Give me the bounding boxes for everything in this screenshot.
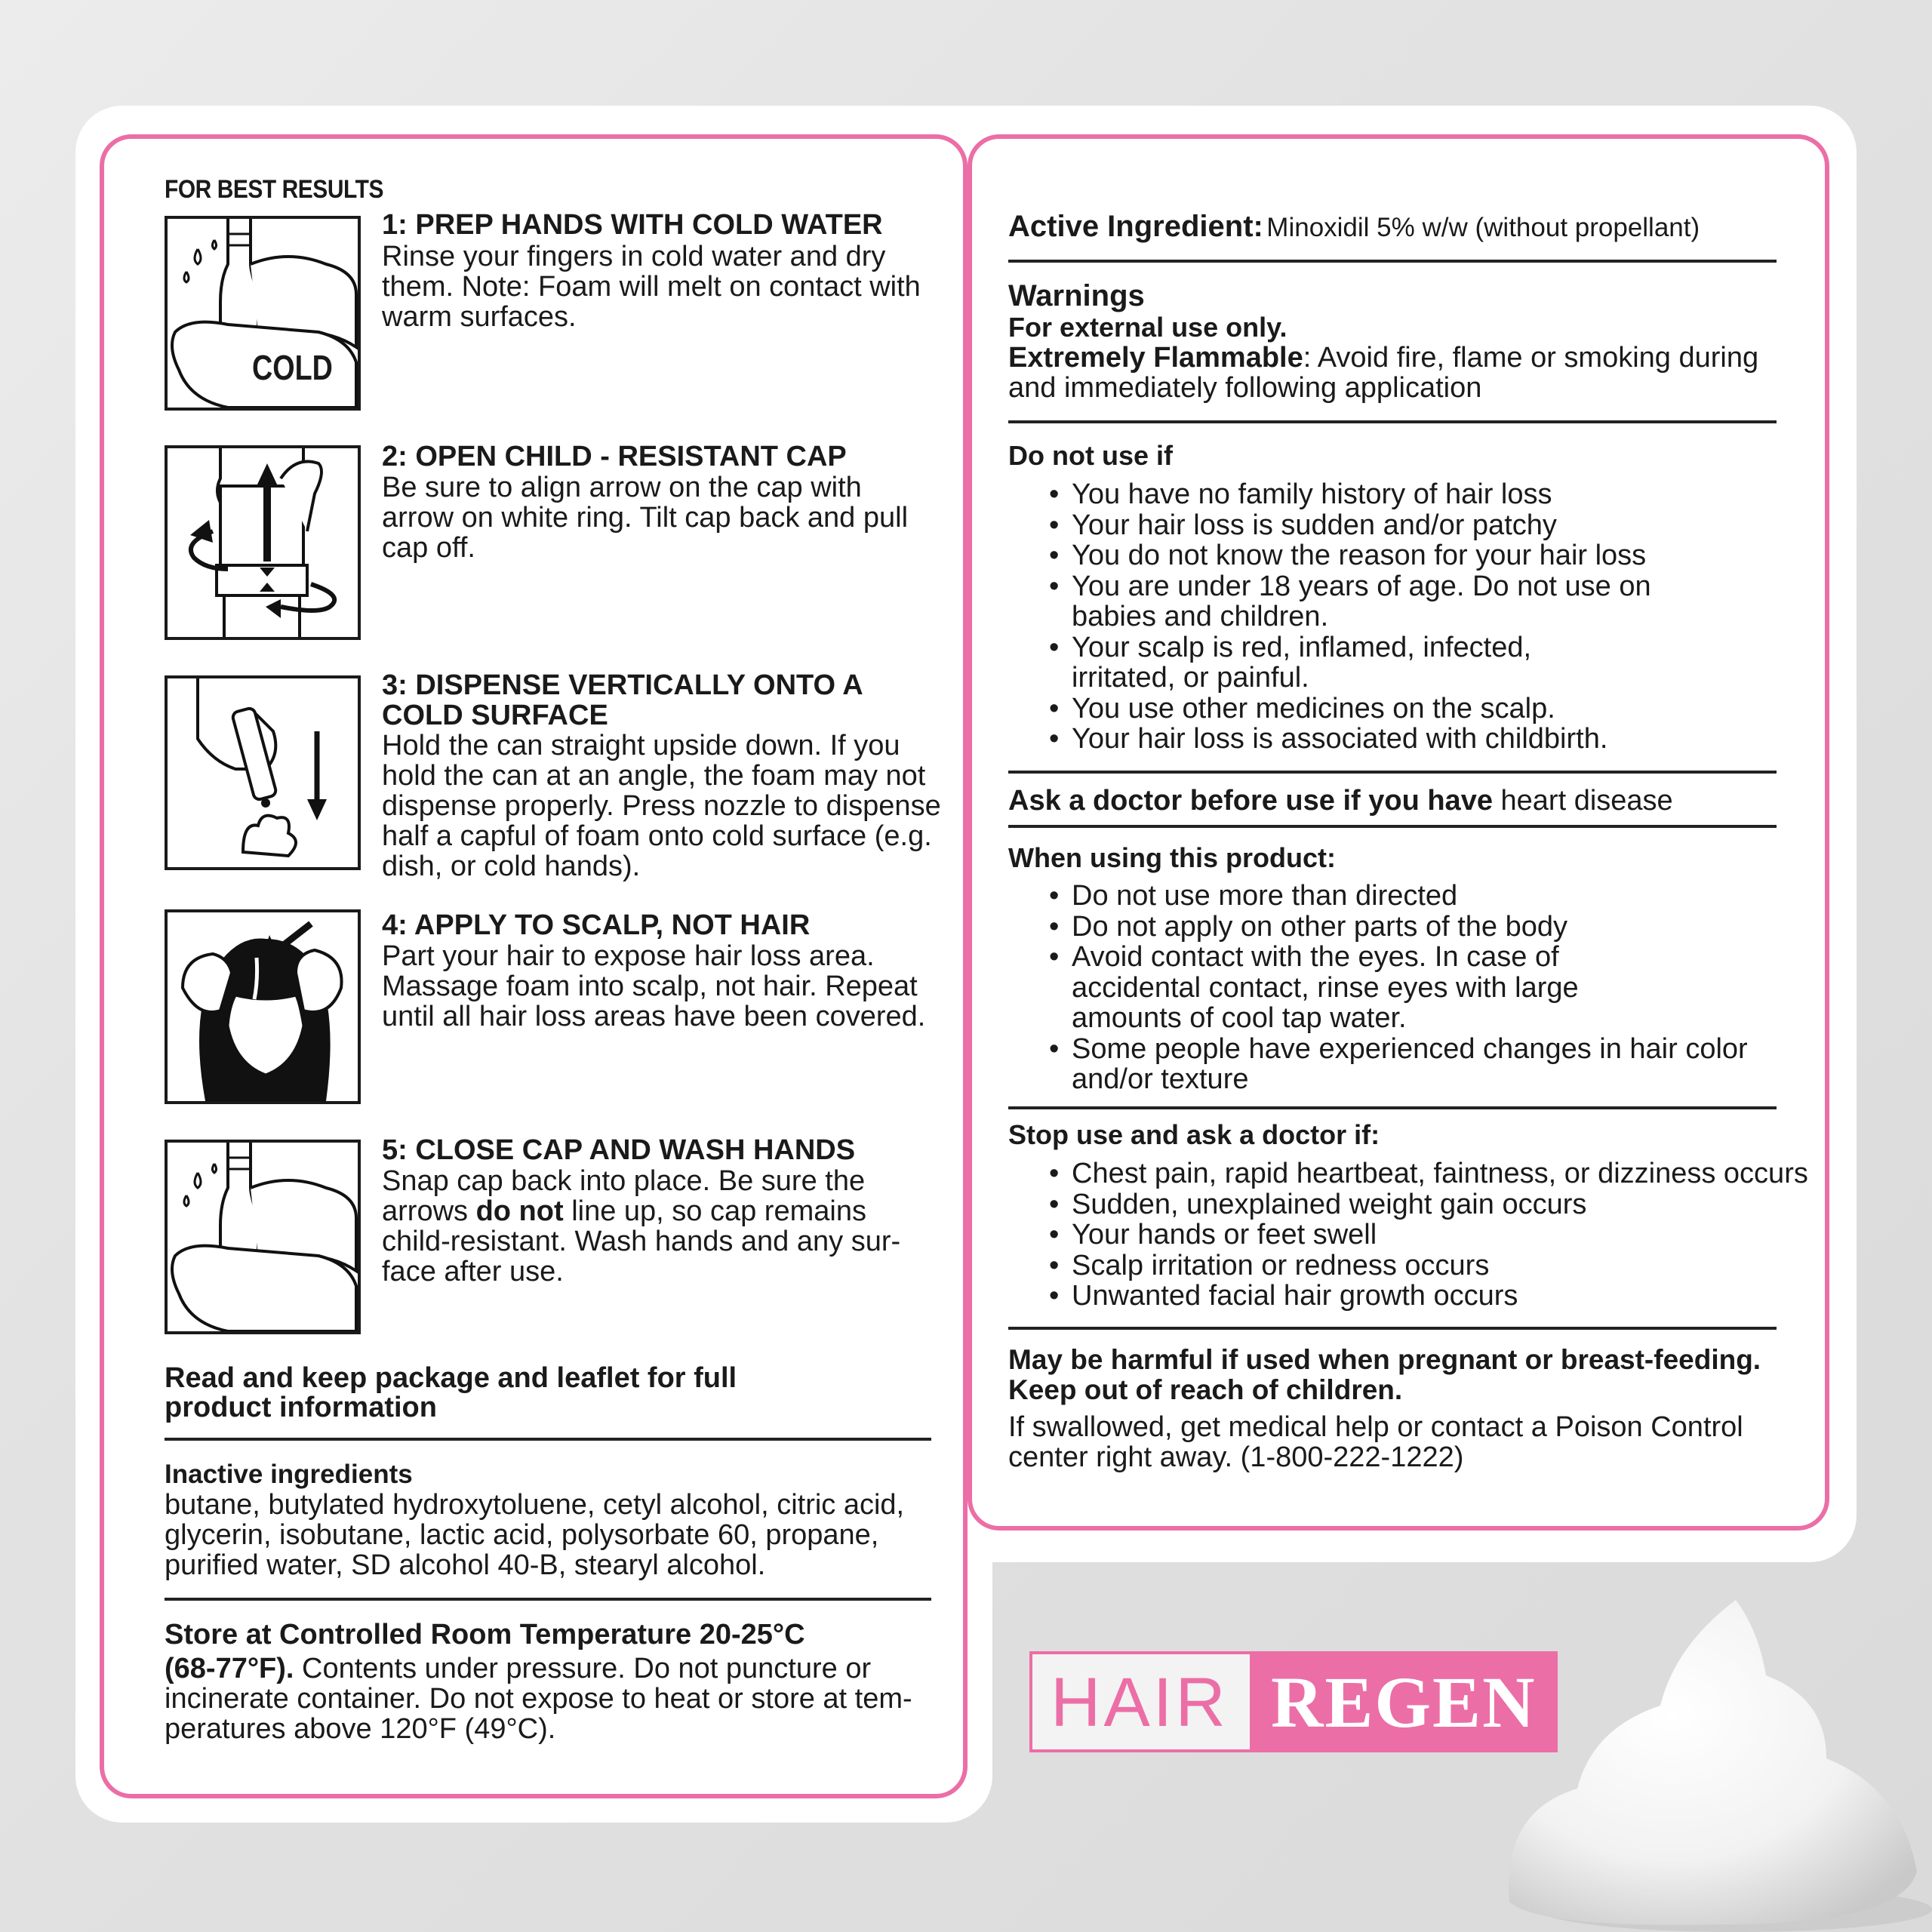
flammable-text [1008,343,1808,403]
list-item: • Avoid contact with the eyes. In case of accidental contact, rinse eyes with large amounts of cool tap water. [1043,942,1798,1034]
list-item: • You are under 18 years of age. Do not use on babies and children. [1043,571,1798,632]
cold-label: COLD [252,348,333,387]
read-keep-line2: product information [165,1392,437,1423]
list-item: • Unwanted facial hair growth occurs [1043,1281,1813,1312]
ask-doctor-text [1008,786,1808,816]
inactive-text: butane, butylated hydroxytoluene, cetyl alcohol, citric acid, glycerin, isobutane, lactic acid, polysorbate 60, propane, purified water, SD alcohol 40-B, stearyl alcohol. [165,1489,905,1581]
step5-body-bold: do not [475,1195,564,1227]
storage-body: Contents under pressure. Do not puncture or incinerate container. Do not expose to heat or store at tem-peratures above 120°F (49°C). [165,1653,912,1745]
active-ingredient-row [1008,210,1816,244]
logo-hair-text: HAIR [1051,1664,1229,1741]
list-item: • Your hair loss is associated with childbirth. [1043,724,1798,755]
list-item: • You have no family history of hair loss [1043,479,1798,510]
list-item: • Sudden, unexplained weight gain occurs [1043,1189,1813,1220]
divider [1008,1106,1777,1109]
divider [1008,420,1777,423]
logo-regen-text: REGEN [1271,1662,1537,1743]
list-item: • Do not apply on other parts of the body [1043,912,1798,943]
stop-use-heading: Stop use and ask a doctor if: [1008,1119,1380,1150]
stop-use-list [1043,1158,1813,1312]
step5-title: 5: CLOSE CAP AND WASH HANDS [382,1134,856,1166]
step5-illustration [165,1140,361,1334]
step5-body [382,1166,910,1287]
divider [165,1598,931,1601]
step3-illustration [165,675,361,870]
dispense-foam-icon [168,678,358,867]
do-not-use-list [1043,479,1798,755]
step1-body: Rinse your fingers in cold water and dry them. Note: Foam will melt on contact with warm surfaces. [382,241,921,333]
step3-body: Hold the can straight upside down. If you hold the can at an angle, the foam may not dispense properly. Press nozzle to dispense half a capful of foam onto cold surface (e.g. dish, or cold hands). [382,730,941,882]
list-item: • Some people have experienced changes in hair color and/or texture [1043,1034,1798,1095]
foam-image [1494,1585,1932,1932]
step3-title-line1: 3: DISPENSE VERTICALLY ONTO A [382,669,863,701]
when-using-heading: When using this product: [1008,842,1336,873]
poison-control-text: If swallowed, get medical help or contact a Poison Control center right away. (1-800-222-1222) [1008,1411,1743,1473]
list-item: • Your hands or feet swell [1043,1220,1813,1251]
ask-doctor-condition: heart disease [1492,785,1673,817]
step4-illustration [165,909,361,1104]
active-ingredient-label: Active Ingredient: [1008,210,1263,243]
step4-body: Part your hair to expose hair loss area. Massage foam into scalp, not hair. Repeat until all hair loss areas have been covered. [382,940,926,1032]
keep-out-of-reach: Keep out of reach of children. [1008,1374,1403,1405]
ask-doctor-bold: Ask a doctor before use if you have [1008,785,1493,817]
when-using-list [1043,881,1798,1095]
flammable-label: Extremely Flammable [1008,342,1303,374]
list-item: • Your hair loss is sudden and/or patchy [1043,510,1798,541]
storage-bold-line2: (68-77°F). [165,1653,294,1684]
cap-rotation-icon [168,448,358,637]
pregnant-warning: May be harmful if used when pregnant or breast-feeding. [1008,1344,1761,1375]
step3-title-line2: COLD SURFACE [382,700,608,731]
hair-regen-logo [1029,1651,1558,1752]
divider [1008,771,1777,774]
flammable-body: : Avoid fire, flame or smoking during and immediately following application [1008,342,1759,404]
step2-title: 2: OPEN CHILD - RESISTANT CAP [382,441,847,472]
scalp-apply-icon [168,912,358,1101]
list-item: • You use other medicines on the scalp. [1043,694,1798,724]
list-item: • Do not use more than directed [1043,881,1798,912]
inactive-heading: Inactive ingredients [165,1460,413,1489]
list-item: • Your scalp is red, inflamed, infected, irritated, or painful. [1043,632,1798,694]
hands-bottle-icon [168,1143,358,1331]
step2-illustration [165,445,361,640]
step1-title: 1: PREP HANDS WITH COLD WATER [382,209,883,241]
external-use-text: For external use only. [1008,312,1287,343]
divider [1008,825,1777,828]
list-item: • Chest pain, rapid heartbeat, faintness, or dizziness occurs [1043,1158,1813,1189]
step1-illustration [165,216,361,411]
step5-body-pre: Snap cap back into place. Be sure the arrows [382,1165,866,1227]
step2-body: Be sure to align arrow on the cap with arrow on white ring. Tilt cap back and pull cap off. [382,472,909,564]
storage-bold-line1: Store at Controlled Room Temperature 20-25°C [165,1619,805,1651]
list-item: • You do not know the reason for your hair loss [1043,540,1798,571]
divider [165,1438,931,1441]
divider [1008,1327,1777,1330]
warnings-heading: Warnings [1008,279,1145,312]
list-item: • Scalp irritation or redness occurs [1043,1251,1813,1281]
step5-body-post: line up, so cap remains child-resistant. Wash hands and any sur-face after use. [382,1195,901,1287]
divider [1008,260,1777,263]
read-keep-line1: Read and keep package and leaflet for full [165,1362,737,1394]
step4-title: 4: APPLY TO SCALP, NOT HAIR [382,909,811,941]
active-ingredient-value: Minoxidil 5% w/w (without propellant) [1266,213,1700,242]
do-not-use-heading: Do not use if [1008,440,1173,471]
best-results-heading: FOR BEST RESULTS [165,175,383,204]
storage-text [165,1654,934,1744]
